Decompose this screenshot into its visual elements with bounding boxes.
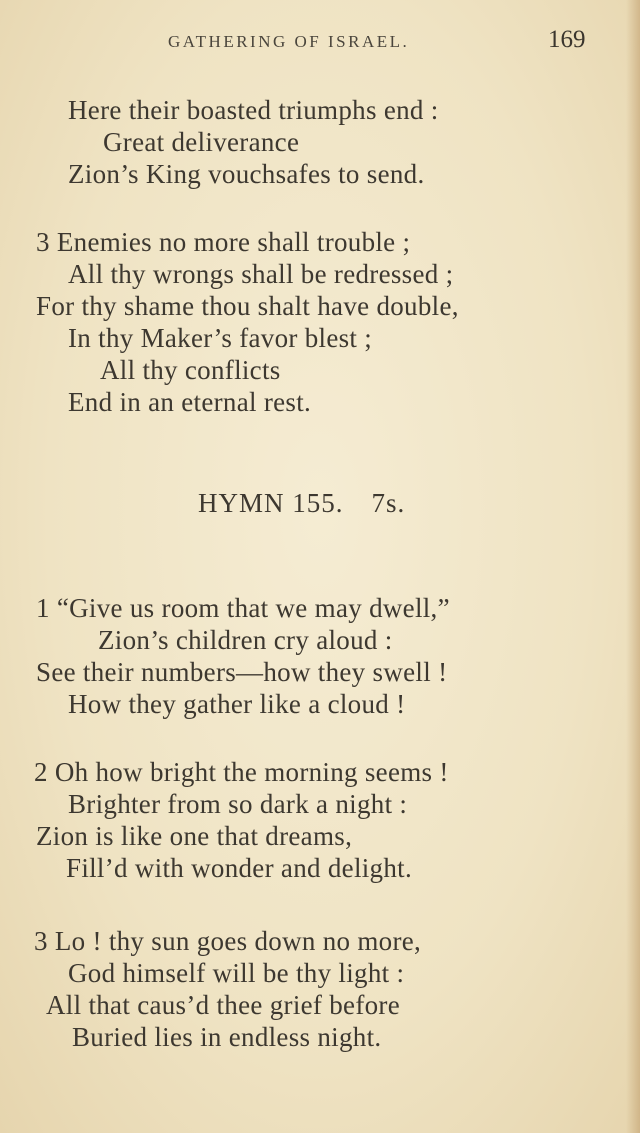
verse-line: Buried lies in endless night. (72, 1022, 382, 1052)
verse-line: All thy wrongs shall be redressed ; (68, 259, 454, 289)
page-header (0, 26, 640, 62)
verse-line: All that caus’d thee grief before (46, 990, 400, 1020)
page-number: 169 (548, 26, 586, 53)
verse-line: Great deliverance (103, 127, 300, 157)
hymn-meter: 7s. (371, 488, 406, 518)
verse-line: 2 Oh how bright the morning seems ! (34, 757, 449, 787)
verse-line: How they gather like a cloud ! (68, 689, 406, 719)
verse-line: God himself will be thy light : (68, 958, 405, 988)
verse-line: See their numbers—how they swell ! (36, 657, 448, 687)
verse-line: Brighter from so dark a night : (68, 789, 408, 819)
verse-line: Zion’s children cry aloud : (98, 625, 393, 655)
verse-line: Zion is like one that dreams, (36, 821, 353, 851)
running-title: GATHERING OF ISRAEL. (168, 32, 410, 51)
verse-line: Fill’d with wonder and delight. (66, 853, 413, 883)
verse-line: 3 Lo ! thy sun goes down no more, (34, 926, 422, 956)
verse-line: Here their boasted triumphs end : (68, 95, 439, 125)
page-edge-shadow (626, 0, 640, 1133)
verse-line: 1 “Give us room that we may dwell,” (36, 593, 450, 623)
hymn-number: HYMN 155. (198, 488, 344, 518)
verse-line: Zion’s King vouchsafes to send. (68, 159, 425, 189)
verse-line: For thy shame thou shalt have double, (36, 291, 459, 321)
verse-line: 3 Enemies no more shall trouble ; (36, 227, 411, 257)
verse-line: End in an eternal rest. (68, 387, 312, 417)
hymn-title (198, 488, 405, 519)
verse-line: All thy conflicts (100, 355, 281, 385)
verse-line: In thy Maker’s favor blest ; (68, 323, 373, 353)
